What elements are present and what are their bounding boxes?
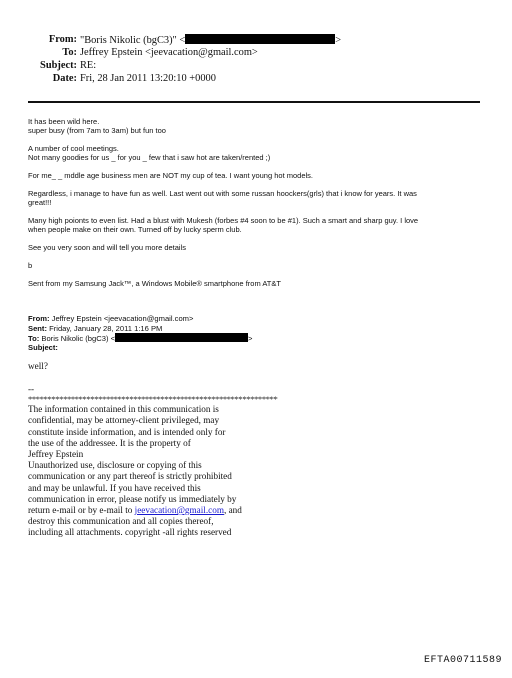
to-value: Jeffrey Epstein <jeevacation@gmail.com>	[80, 47, 258, 58]
body-line: See you very soon and will tell you more details	[28, 243, 186, 252]
email-link[interactable]: jeevacation@gmail.com	[134, 505, 224, 516]
original-subject-label: Subject:	[28, 342, 58, 352]
disclaimer-line: and may be unlawful. If you have received this	[28, 482, 201, 493]
date-label: Date:	[52, 73, 77, 84]
original-body	[28, 361, 328, 372]
body-line: super busy (from 7am to 3am) but fun too	[28, 126, 166, 135]
header-divider	[28, 101, 480, 103]
from-label: From:	[48, 34, 77, 45]
body-line	[28, 162, 483, 171]
disclaimer-line: including all attachments. copyright -all rights reserved	[28, 527, 232, 538]
body-line: when people make on their own. Turned off by lucky sperm club.	[28, 225, 242, 234]
original-sent-row	[28, 324, 162, 333]
to-label: To:	[62, 47, 77, 58]
return-suffix: , and	[223, 505, 242, 516]
date-value: Fri, 28 Jan 2011 13:20:10 +0000	[80, 73, 216, 84]
original-to-row	[28, 333, 252, 343]
body-line	[28, 252, 483, 261]
original-to-value: Boris Nikolic (bgC3) <	[41, 334, 116, 343]
document-id-stamp: EFTA00711589	[423, 655, 502, 666]
from-text: "Boris Nikolic (bgC3)" <	[80, 35, 186, 46]
body-line: Regardless, i manage to have fun as well. Last went out with some russan hoockers(grls) that i know for years. It was	[28, 189, 417, 198]
subject-value: RE:	[80, 60, 97, 71]
redaction-block	[185, 34, 335, 44]
original-to-label: To:	[28, 334, 40, 343]
original-subject-row	[28, 343, 58, 352]
disclaimer-line: the use of the addressee. It is the property of	[28, 437, 191, 448]
subject-label: Subject:	[40, 60, 77, 71]
body-line	[28, 270, 483, 279]
return-prefix: return e-mail or by e-mail to	[28, 505, 135, 516]
body-line: Not many goodies for us _ for you _ few that i saw hot are taken/rented ;)	[28, 153, 271, 162]
disclaimer-line: Unauthorized use, disclosure or copying of this	[28, 460, 202, 471]
original-from-row	[28, 314, 193, 323]
disclaimer-line: communication in error, please notify us immediately by	[28, 493, 237, 504]
body-line: It has been wild here.	[28, 117, 100, 126]
disclaimer-line: communication or any part thereof is strictly prohibited	[28, 471, 232, 482]
from-value	[80, 34, 341, 47]
original-to-close: >	[248, 334, 253, 343]
original-from-label: From:	[28, 314, 50, 323]
disclaimer-line: Jeffrey Epstein	[28, 449, 84, 460]
body-line: A number of cool meetings.	[28, 144, 119, 153]
body-line: b	[28, 261, 33, 270]
original-sent-value: Friday, January 28, 2011 1:16 PM	[49, 323, 163, 333]
signature-stars: ****************************************************************	[28, 394, 278, 405]
original-from-value: Jeffrey Epstein <jeevacation@gmail.com>	[51, 314, 194, 323]
disclaimer-line-return	[28, 505, 328, 516]
signature-block	[28, 384, 328, 539]
disclaimer-line: constitute inside information, and is intended only for	[28, 426, 226, 437]
reply-body	[28, 117, 483, 288]
disclaimer-line: confidential, may be attorney-client privileged, may	[28, 415, 220, 426]
signature-dashes: --	[28, 384, 35, 394]
from-close: >	[335, 35, 342, 46]
body-line	[28, 135, 483, 144]
disclaimer-line: destroy this communication and all copies thereof,	[28, 516, 214, 527]
disclaimer-line: The information contained in this communication is	[28, 404, 219, 415]
body-line: Many high poionts to even list. Had a blust with Mukesh (forbes #4 soon to be #1). Such a smart and sharp guy. I love	[28, 216, 419, 225]
original-sent-label: Sent:	[28, 323, 47, 333]
body-line	[28, 234, 483, 243]
redaction-block	[115, 333, 248, 342]
body-line: great!!!	[28, 198, 52, 207]
body-line	[28, 207, 483, 216]
original-body-text: well?	[28, 361, 48, 371]
body-line: For me_ _ mddle age business men are NOT my cup of tea. I want young hot models.	[28, 171, 314, 180]
body-line	[28, 180, 483, 189]
body-line: Sent from my Samsung Jack™, a Windows Mobile® smartphone from AT&T	[28, 279, 281, 288]
